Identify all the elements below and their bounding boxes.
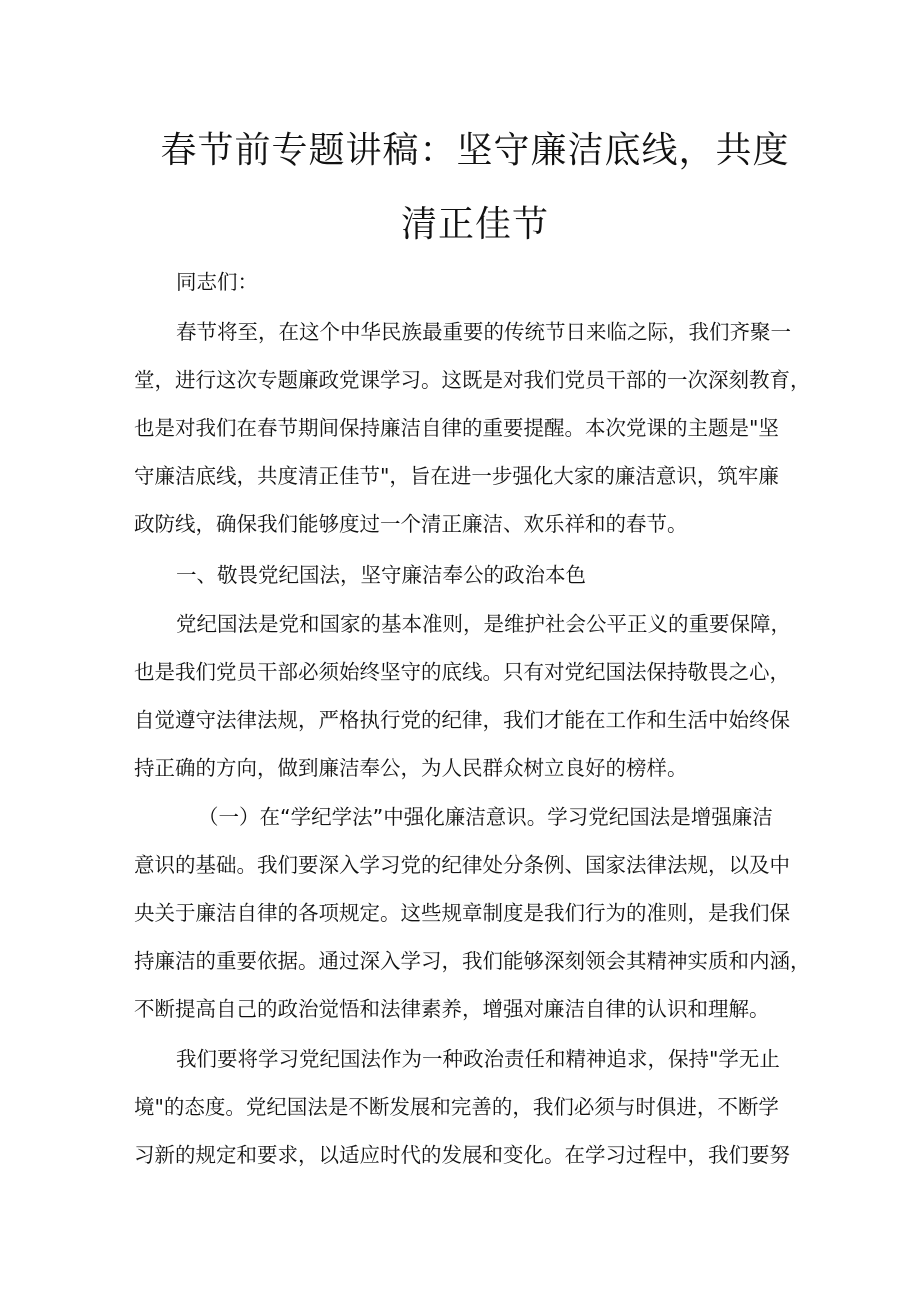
document-title-line-2: 清正佳节 xyxy=(400,204,549,245)
paragraph-line: 央关于廉洁自律的各项规定。这些规章制度是我们行为的准则，是我们保 xyxy=(134,901,790,925)
section-heading: 一、敬畏党纪国法，坚守廉洁奉公的政治本色 xyxy=(176,563,586,587)
paragraph-line: 持廉洁的重要依据。通过深入学习，我们能够深刻领会其精神实质和内涵， xyxy=(134,949,811,973)
paragraph-line: 自觉遵守法律法规，严格执行党的纪律，我们才能在工作和生活中始终保 xyxy=(134,708,790,732)
paragraph-line: 意识的基础。我们要深入学习党的纪律处分条例、国家法律法规，以及中 xyxy=(134,853,790,877)
paragraph-line: 也是对我们在春节期间保持廉洁自律的重要提醒。本次党课的主题是"坚 xyxy=(134,416,779,440)
paragraph-line: 春节将至，在这个中华民族最重要的传统节日来临之际，我们齐聚一 xyxy=(176,320,791,344)
paragraph-line: 不断提高自己的政治觉悟和法律素养，增强对廉洁自律的认识和理解。 xyxy=(134,997,770,1021)
paragraph-line: 党纪国法是党和国家的基本准则，是维护社会公平正义的重要保障， xyxy=(176,612,791,636)
document-title-line-1: 春节前专题讲稿：坚守廉洁底线，共度 xyxy=(160,130,790,171)
paragraph-line: 守廉洁底线，共度清正佳节"，旨在进一步强化大家的廉洁意识，筑牢廉 xyxy=(134,464,779,488)
paragraph-line: 习新的规定和要求，以适应时代的发展和变化。在学习过程中，我们要努 xyxy=(134,1143,790,1167)
salutation: 同志们： xyxy=(176,270,258,294)
paragraph-line: 持正确的方向，做到廉洁奉公，为人民群众树立良好的榜样。 xyxy=(134,756,688,780)
paragraph-line: 我们要将学习党纪国法作为一种政治责任和精神追求，保持"学无止 xyxy=(176,1047,780,1071)
paragraph-line: 也是我们党员干部必须始终坚守的底线。只有对党纪国法保持敬畏之心， xyxy=(134,660,790,684)
paragraph-line: 堂，进行这次专题廉政党课学习。这既是对我们党员干部的一次深刻教育， xyxy=(134,368,811,392)
paragraph-line: 政防线，确保我们能够度过一个清正廉洁、欢乐祥和的春节。 xyxy=(134,512,688,536)
paragraph-line: 境"的态度。党纪国法是不断发展和完善的，我们必须与时俱进，不断学 xyxy=(134,1095,779,1119)
subheading-line: （一）在“学纪学法”中强化廉洁意识。学习党纪国法是增强廉洁 xyxy=(198,805,773,829)
